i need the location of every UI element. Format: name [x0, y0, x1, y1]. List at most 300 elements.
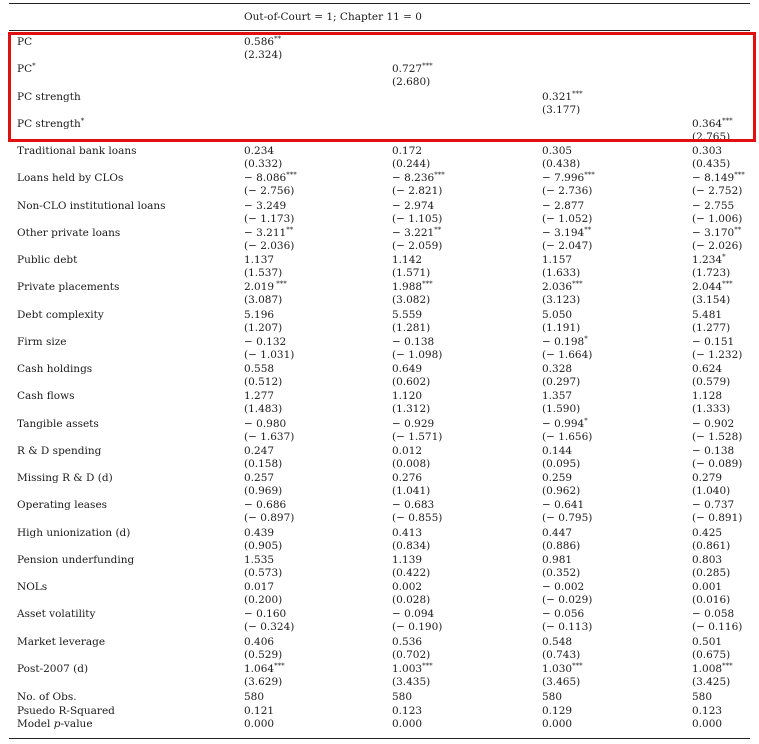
- significance-stars: *: [584, 416, 588, 425]
- significance-stars: **: [274, 35, 282, 43]
- t-statistic: (1.723): [692, 267, 731, 279]
- coef-value: 5.196: [244, 308, 275, 321]
- coef-line: [542, 581, 592, 594]
- coef-value: 0.364: [692, 117, 723, 130]
- coef-line: [542, 145, 580, 158]
- coef-line: [542, 172, 595, 185]
- stat-value: 0.000: [392, 718, 423, 730]
- coef-cell: [244, 636, 282, 662]
- coef-line: [542, 91, 583, 104]
- row-label-text: Pension underfunding: [17, 553, 135, 566]
- significance-stars: **: [434, 225, 442, 234]
- coef-cell: [542, 554, 580, 580]
- significance-stars: ***: [722, 116, 733, 125]
- t-statistic: (− 2.756): [244, 185, 295, 198]
- coef-value: 0.144: [542, 444, 573, 457]
- stat-value: 0.121: [244, 704, 275, 717]
- coef-cell: [542, 281, 583, 307]
- coef-value: − 0.058: [692, 608, 735, 621]
- t-statistic: (0.512): [244, 376, 283, 388]
- stat-value: 0.000: [244, 718, 275, 730]
- coef-value: − 0.980: [244, 417, 287, 430]
- coef-line: [692, 227, 742, 240]
- t-statistic: (3.082): [392, 294, 431, 307]
- row-label: [17, 227, 120, 239]
- table-row: [0, 172, 759, 199]
- coef-cell: [244, 36, 282, 62]
- t-statistic: (0.285): [692, 566, 731, 579]
- significance-stars: *: [722, 253, 726, 261]
- t-statistic: (0.702): [392, 648, 431, 661]
- coef-cell: [542, 608, 592, 634]
- coef-line: [692, 254, 730, 267]
- coef-value: 0.447: [542, 526, 573, 539]
- t-statistic: (1.312): [392, 403, 431, 416]
- coef-value: − 0.132: [244, 335, 287, 348]
- coef-value: − 7.996: [542, 172, 585, 185]
- coef-cell: [244, 254, 282, 280]
- t-statistic: (− 0.795): [542, 512, 593, 525]
- row-label-text: Missing R & D (d): [17, 472, 113, 484]
- t-statistic: (1.483): [244, 403, 283, 416]
- coef-cell: [542, 418, 592, 444]
- coef-value: 0.425: [692, 526, 723, 539]
- coef-line: [692, 336, 742, 349]
- t-statistic: (0.573): [244, 566, 283, 579]
- coef-line: [692, 118, 733, 131]
- stat-label-suffix: -value: [60, 718, 93, 730]
- t-statistic: (0.095): [542, 457, 581, 470]
- coef-cell: [392, 363, 430, 389]
- coef-cell: [542, 145, 580, 171]
- coef-value: 0.276: [392, 472, 423, 484]
- significance-stars: ***: [434, 171, 445, 180]
- t-statistic: (0.297): [542, 376, 581, 388]
- stat-value: 580: [244, 691, 265, 703]
- row-label-text: Post-2007 (d): [17, 662, 89, 675]
- coef-value: − 8.149: [692, 172, 735, 185]
- stat-value: 580: [392, 691, 413, 703]
- row-label: [17, 363, 92, 375]
- row-label: [17, 118, 84, 130]
- t-statistic: (3.087): [244, 294, 283, 307]
- coef-cell: [244, 499, 294, 525]
- t-statistic: (1.571): [392, 267, 431, 279]
- t-statistic: (2.324): [244, 49, 283, 61]
- t-statistic: (− 0.029): [542, 594, 593, 606]
- coef-line: [542, 309, 580, 322]
- coef-value: 1.064: [244, 662, 275, 675]
- coef-line: [244, 608, 294, 621]
- coef-cell: [542, 91, 583, 117]
- significance-stars: ***: [422, 661, 433, 670]
- coef-line: [244, 390, 282, 403]
- coef-cell: [392, 390, 430, 416]
- row-label: [17, 554, 134, 566]
- coef-line: [392, 499, 442, 512]
- coef-line: [392, 636, 430, 649]
- coef-value: − 3.211: [244, 226, 287, 239]
- coef-value: − 2.974: [392, 199, 435, 212]
- coef-value: − 0.902: [692, 417, 735, 430]
- coef-line: [244, 581, 282, 594]
- coef-cell: [244, 145, 282, 171]
- coef-line: [392, 472, 430, 485]
- row-label: [17, 63, 36, 75]
- coef-line: [542, 363, 580, 376]
- t-statistic: (1.537): [244, 267, 283, 279]
- coef-line: [392, 309, 430, 322]
- coef-value: 0.649: [392, 363, 423, 375]
- coef-line: [692, 608, 742, 621]
- t-statistic: (− 0.190): [392, 621, 443, 634]
- table-row: [0, 608, 759, 635]
- t-statistic: (1.191): [542, 321, 581, 334]
- row-label-text: Private placements: [17, 281, 120, 294]
- coef-cell: [244, 581, 282, 607]
- coef-cell: [392, 336, 442, 362]
- coef-cell: [692, 663, 733, 689]
- t-statistic: (− 1.664): [542, 348, 593, 361]
- table-row: [0, 581, 759, 608]
- coef-value: − 0.151: [692, 335, 735, 348]
- coef-value: 0.803: [692, 553, 723, 566]
- coef-cell: [392, 527, 430, 553]
- row-label-sup: *: [80, 116, 85, 125]
- table-row: [0, 445, 759, 472]
- coef-cell: [244, 200, 294, 226]
- coef-cell: [692, 608, 742, 634]
- coef-value: 0.727: [392, 63, 423, 76]
- coef-value: − 2.877: [542, 199, 585, 212]
- t-statistic: (− 1.006): [692, 212, 743, 225]
- coef-value: 0.001: [692, 581, 723, 593]
- row-label: [17, 309, 104, 321]
- coef-cell: [392, 663, 433, 689]
- table-top-rule: [9, 3, 750, 4]
- coef-value: 0.586: [244, 36, 275, 48]
- coef-value: 0.303: [692, 145, 723, 157]
- stat-value: 580: [542, 691, 563, 703]
- row-label: [17, 445, 101, 457]
- stat-label: [17, 705, 115, 717]
- coef-line: [244, 418, 294, 431]
- coef-value: 1.234: [692, 254, 723, 266]
- t-statistic: (0.969): [244, 485, 283, 497]
- t-statistic: (0.422): [392, 566, 431, 579]
- coef-value: 5.050: [542, 308, 573, 321]
- coef-value: 0.321: [542, 90, 573, 103]
- coef-line: [692, 172, 745, 185]
- coef-cell: [542, 527, 580, 553]
- coef-line: [392, 336, 442, 349]
- row-label-text: Cash holdings: [17, 363, 93, 375]
- coef-cell: [542, 636, 580, 662]
- coef-line: [542, 200, 592, 213]
- t-statistic: (0.861): [692, 539, 731, 552]
- coef-cell: [542, 336, 592, 362]
- t-statistic: (− 0.855): [392, 512, 443, 525]
- stat-value: 0.123: [692, 704, 723, 717]
- coef-value: 0.548: [542, 635, 573, 648]
- coef-cell: [692, 118, 733, 144]
- t-statistic: (− 0.116): [692, 621, 743, 634]
- t-statistic: (− 2.026): [692, 239, 743, 252]
- coef-cell: [392, 418, 442, 444]
- coef-cell: [542, 172, 595, 198]
- coef-cell: [692, 472, 730, 498]
- t-statistic: (0.028): [392, 594, 431, 606]
- table-row: [0, 472, 759, 499]
- coef-cell: [692, 636, 730, 662]
- coef-line: [692, 554, 730, 567]
- coef-cell: [542, 363, 580, 389]
- row-label: [17, 418, 99, 430]
- coef-line: [244, 554, 282, 567]
- row-label: [17, 663, 88, 675]
- coef-cell: [692, 527, 730, 553]
- table-row: [0, 363, 759, 390]
- stat-row: [0, 691, 759, 704]
- coef-value: − 8.086: [244, 172, 287, 185]
- coef-value: − 0.138: [692, 444, 735, 457]
- row-label: [17, 581, 47, 593]
- coef-value: − 0.737: [692, 499, 735, 512]
- coef-line: [692, 281, 733, 294]
- coef-value: 5.481: [692, 308, 723, 321]
- coef-value: 0.247: [244, 444, 275, 457]
- stat-label-text: Model: [17, 718, 54, 730]
- stat-row: [0, 705, 759, 718]
- coef-value: − 8.236: [392, 172, 435, 185]
- significance-stars: *: [584, 334, 588, 343]
- t-statistic: (3.123): [542, 294, 581, 307]
- coef-line: [392, 418, 442, 431]
- stat-value: 580: [692, 691, 713, 703]
- row-label-text: Asset volatility: [17, 608, 96, 621]
- coef-cell: [392, 200, 442, 226]
- coef-line: [392, 227, 442, 240]
- coef-cell: [692, 281, 733, 307]
- table-row: [0, 636, 759, 663]
- coef-line: [692, 581, 730, 594]
- coef-line: [244, 254, 282, 267]
- t-statistic: (0.158): [244, 457, 283, 470]
- t-statistic: (− 1.528): [692, 430, 743, 443]
- coef-value: − 2.755: [692, 199, 735, 212]
- row-label-text: NOLs: [17, 581, 48, 593]
- coef-line: [542, 227, 592, 240]
- t-statistic: (− 2.821): [392, 185, 443, 198]
- coef-value: 0.305: [542, 145, 573, 157]
- table-row: [0, 145, 759, 172]
- coef-cell: [392, 281, 433, 307]
- coef-line: [244, 172, 297, 185]
- coef-line: [244, 200, 294, 213]
- significance-stars: **: [584, 225, 592, 234]
- t-statistic: (2.765): [692, 130, 731, 143]
- row-label-text: PC: [17, 63, 33, 76]
- coef-value: 1.142: [392, 254, 423, 266]
- row-label: [17, 636, 105, 648]
- table-row: [0, 309, 759, 336]
- coef-line: [244, 281, 287, 294]
- significance-stars: ***: [572, 89, 583, 98]
- row-label: [17, 91, 81, 103]
- coef-value: 1.120: [392, 390, 423, 403]
- coef-line: [392, 254, 430, 267]
- row-label-text: Cash flows: [17, 390, 75, 403]
- coef-cell: [244, 472, 282, 498]
- t-statistic: (− 2.047): [542, 239, 593, 252]
- coef-line: [542, 254, 580, 267]
- coef-line: [692, 390, 730, 403]
- row-label-text: Traditional bank loans: [17, 145, 137, 157]
- coef-cell: [542, 200, 592, 226]
- coef-cell: [692, 390, 730, 416]
- t-statistic: (1.333): [692, 403, 731, 416]
- coef-cell: [692, 309, 730, 335]
- table-row: [0, 390, 759, 417]
- coef-line: [692, 200, 742, 213]
- t-statistic: (− 0.324): [244, 621, 295, 634]
- coef-cell: [244, 336, 294, 362]
- coef-value: − 3.221: [392, 226, 435, 239]
- coef-cell: [392, 145, 430, 171]
- coef-cell: [542, 309, 580, 335]
- t-statistic: (0.834): [392, 539, 431, 552]
- coef-value: 1.277: [244, 390, 275, 403]
- t-statistic: (1.590): [542, 403, 581, 416]
- coef-value: − 0.683: [392, 499, 435, 512]
- coef-cell: [692, 200, 742, 226]
- coef-cell: [392, 63, 433, 89]
- t-statistic: (− 1.656): [542, 430, 593, 443]
- coef-line: [542, 608, 592, 621]
- t-statistic: (− 1.052): [542, 212, 593, 225]
- t-statistic: (3.154): [692, 294, 731, 307]
- coef-value: − 3.194: [542, 226, 585, 239]
- significance-stars: ***: [572, 661, 583, 670]
- row-label-text: High unionization (d): [17, 526, 131, 539]
- significance-stars: ***: [722, 661, 733, 670]
- t-statistic: (0.438): [542, 158, 581, 170]
- row-label: [17, 527, 130, 539]
- t-statistic: (0.886): [542, 539, 581, 552]
- coef-line: [542, 527, 580, 540]
- coef-value: 0.017: [244, 581, 275, 593]
- row-label: [17, 281, 119, 293]
- coef-line: [244, 472, 282, 485]
- coef-value: 1.139: [392, 553, 423, 566]
- coef-value: 1.535: [244, 553, 275, 566]
- row-label-text: PC strength: [17, 117, 81, 130]
- coef-value: 0.328: [542, 363, 573, 375]
- table-row: [0, 418, 759, 445]
- coef-value: − 0.094: [392, 608, 435, 621]
- row-label: [17, 472, 113, 484]
- t-statistic: (0.602): [392, 376, 431, 388]
- t-statistic: (0.200): [244, 594, 283, 606]
- significance-stars: ***: [422, 62, 433, 71]
- coef-line: [392, 363, 430, 376]
- coef-value: − 0.002: [542, 581, 585, 593]
- coef-line: [692, 499, 742, 512]
- coef-cell: [542, 445, 580, 471]
- t-statistic: (0.529): [244, 648, 283, 661]
- coef-cell: [692, 363, 730, 389]
- t-statistic: (− 1.571): [392, 430, 443, 443]
- t-statistic: (3.629): [244, 675, 283, 688]
- coef-line: [542, 663, 583, 676]
- t-statistic: (0.905): [244, 539, 283, 552]
- coef-cell: [244, 281, 287, 307]
- coef-cell: [392, 581, 430, 607]
- coef-line: [244, 636, 282, 649]
- coef-cell: [392, 499, 442, 525]
- t-statistic: (3.425): [692, 675, 731, 688]
- table-row: [0, 281, 759, 308]
- coef-cell: [244, 418, 294, 444]
- t-statistic: (− 0.891): [692, 512, 743, 525]
- t-statistic: (0.016): [692, 594, 731, 606]
- t-statistic: (0.675): [692, 648, 731, 661]
- significance-stars: ***: [584, 171, 595, 180]
- coef-cell: [692, 227, 742, 253]
- coef-cell: [392, 254, 430, 280]
- coef-line: [542, 499, 592, 512]
- coef-line: [692, 418, 742, 431]
- coef-line: [542, 281, 583, 294]
- coef-value: − 0.160: [244, 608, 287, 621]
- coef-cell: [244, 663, 285, 689]
- coef-line: [392, 581, 430, 594]
- significance-stars: ***: [734, 171, 745, 180]
- row-label-text: R & D spending: [17, 444, 102, 457]
- coef-line: [692, 663, 733, 676]
- t-statistic: (1.633): [542, 267, 581, 279]
- table-bottom-rule: [9, 738, 750, 739]
- coef-line: [392, 445, 430, 458]
- coef-line: [244, 336, 294, 349]
- coef-value: 0.012: [392, 444, 423, 457]
- coef-cell: [392, 608, 442, 634]
- significance-stars: ***: [422, 280, 433, 289]
- coef-value: 1.137: [244, 254, 275, 266]
- coef-cell: [542, 390, 580, 416]
- coef-cell: [244, 554, 282, 580]
- t-statistic: (− 2.059): [392, 239, 443, 252]
- stat-row: [0, 718, 759, 731]
- coef-cell: [542, 472, 580, 498]
- coef-value: − 3.170: [692, 226, 735, 239]
- coef-value: 5.559: [392, 308, 423, 321]
- coef-line: [392, 63, 433, 76]
- coef-value: − 0.198: [542, 335, 585, 348]
- t-statistic: (− 1.031): [244, 348, 295, 361]
- t-statistic: (− 1.637): [244, 430, 295, 443]
- coef-value: 1.030: [542, 662, 573, 675]
- stat-value: 0.123: [392, 704, 423, 717]
- t-statistic: (2.680): [392, 76, 431, 89]
- coef-line: [392, 554, 430, 567]
- t-statistic: (0.743): [542, 648, 581, 661]
- column-header: Out-of-Court = 1; Chapter 11 = 0: [244, 11, 422, 23]
- row-label-text: Non-CLO institutional loans: [17, 199, 166, 212]
- row-label-text: Loans held by CLOs: [17, 172, 124, 185]
- coef-cell: [244, 445, 282, 471]
- coef-line: [692, 145, 730, 158]
